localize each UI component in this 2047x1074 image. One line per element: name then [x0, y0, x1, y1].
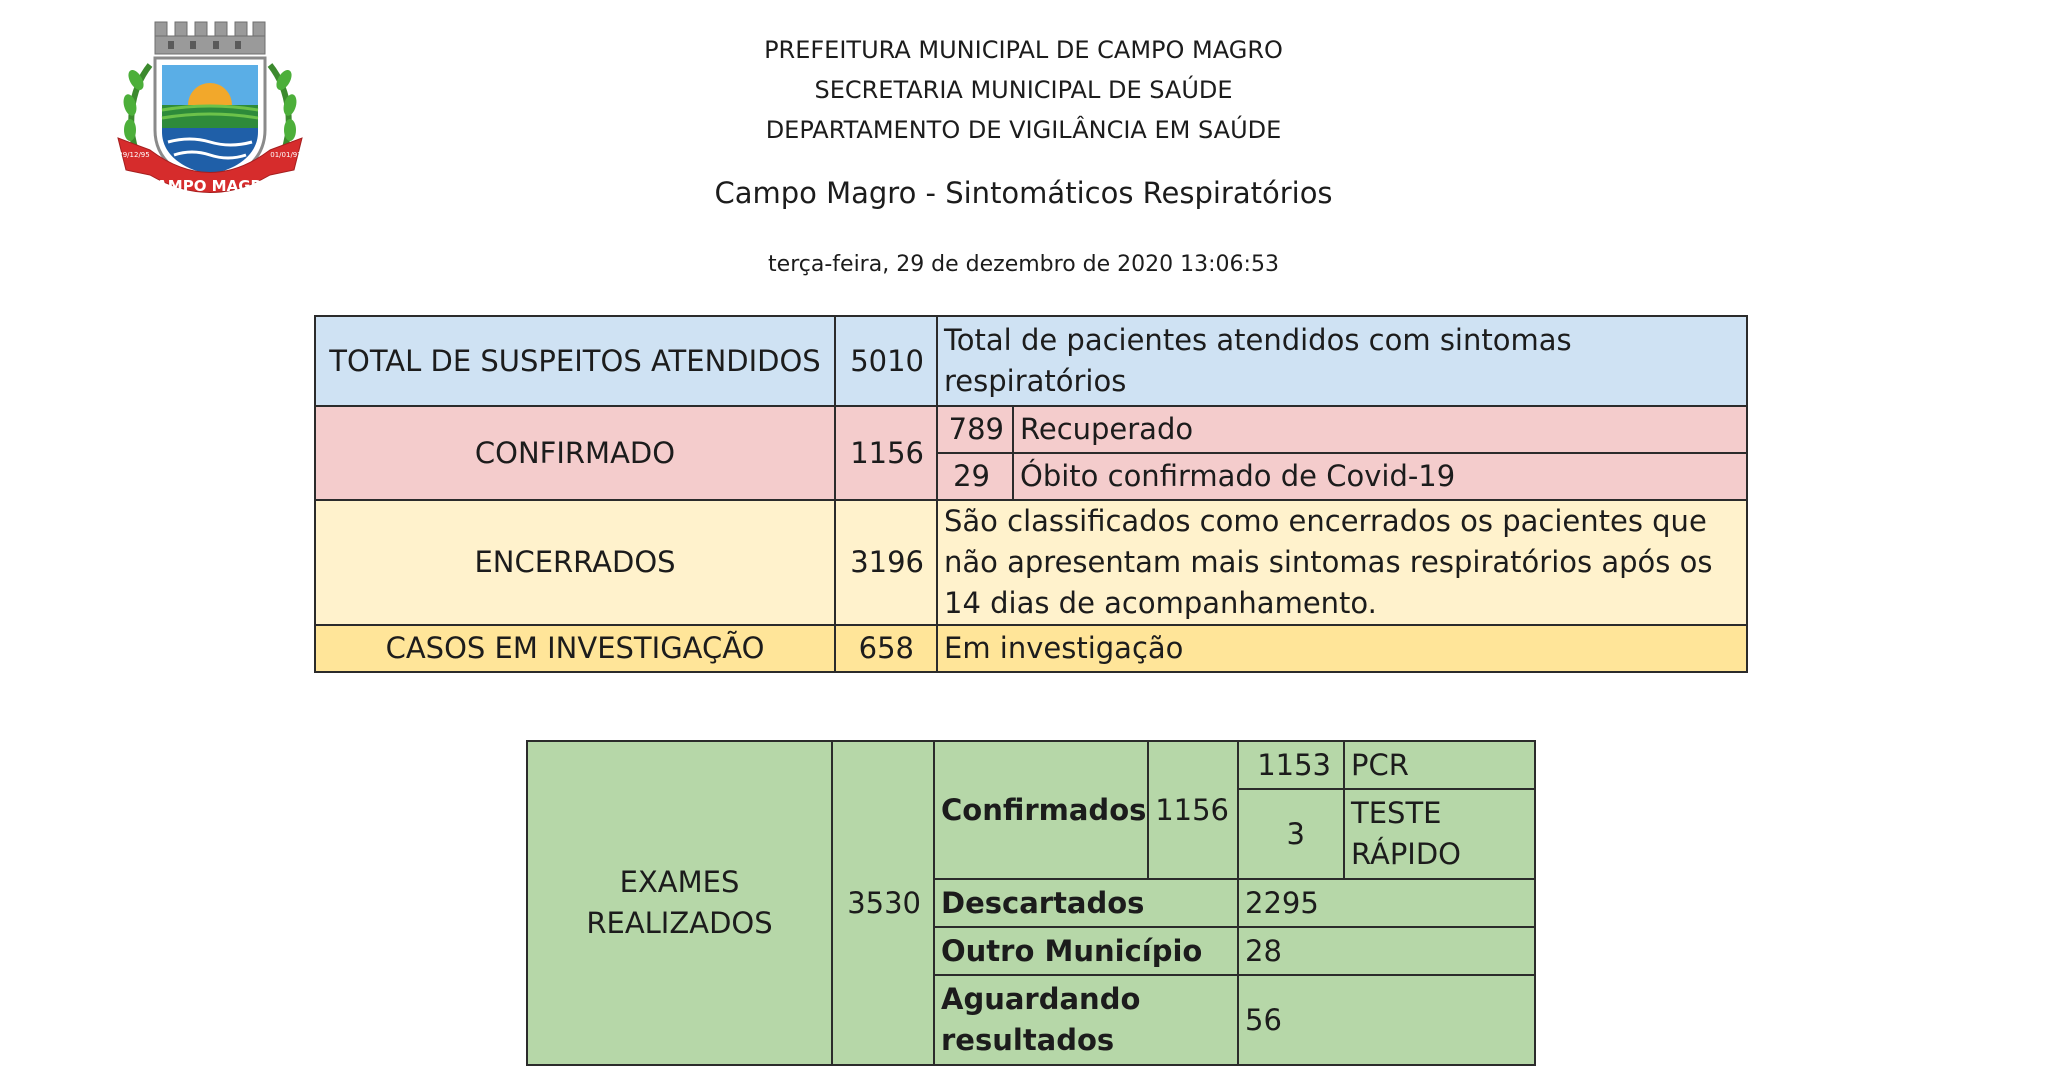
suspeitos-desc: Total de pacientes atendidos com sintomas respiratórios	[937, 316, 1747, 406]
exams-table	[526, 740, 1536, 1066]
row-pcr	[527, 741, 1535, 789]
encerrados-value: 3196	[835, 500, 937, 625]
pcr-label: PCR	[1344, 741, 1535, 789]
svg-text:CAMPO MAGRO: CAMPO MAGRO	[145, 177, 275, 195]
page-title: Campo Magro - Sintomáticos Respiratórios	[714, 176, 1333, 210]
row-encerrados	[315, 500, 1747, 625]
row-suspeitos	[315, 316, 1747, 406]
aguardando-label: Aguardando resultados	[934, 975, 1238, 1065]
encerrados-desc: São classificados como encerrados os pacientes que não apresentam mais sintomas respiratórios após os 14 dias de acompanhamento.	[937, 500, 1747, 625]
encerrados-label: ENCERRADOS	[315, 500, 835, 625]
header-line-departamento: DEPARTAMENTO DE VIGILÂNCIA EM SAÚDE	[765, 116, 1282, 144]
confirmado-value: 1156	[835, 406, 937, 500]
descartados-value: 2295	[1238, 879, 1535, 927]
outro-municipio-label: Outro Município	[934, 927, 1238, 975]
investigacao-label: CASOS EM INVESTIGAÇÃO	[315, 625, 835, 672]
exams-label: EXAMES REALIZADOS	[527, 741, 832, 1065]
row-investigacao	[315, 625, 1747, 672]
investigacao-value: 658	[835, 625, 937, 672]
summary-table	[314, 315, 1748, 673]
aguardando-value: 56	[1238, 975, 1535, 1065]
obito-value: 29	[937, 453, 1013, 500]
header-line-secretaria: SECRETARIA MUNICIPAL DE SAÚDE	[814, 76, 1233, 104]
exams-confirmados-value: 1156	[1148, 741, 1238, 879]
descartados-label: Descartados	[934, 879, 1238, 927]
svg-text:01/01/97: 01/01/97	[270, 151, 302, 159]
exams-confirmados-label: Confirmados	[934, 741, 1148, 879]
header-institution	[0, 30, 2047, 150]
suspeitos-label: TOTAL DE SUSPEITOS ATENDIDOS	[315, 316, 835, 406]
report-datetime: terça-feira, 29 de dezembro de 2020 13:06:53	[768, 252, 1279, 277]
confirmado-label: CONFIRMADO	[315, 406, 835, 500]
suspeitos-value: 5010	[835, 316, 937, 406]
teste-rapido-label: TESTE RÁPIDO	[1344, 789, 1535, 879]
exams-value: 3530	[832, 741, 934, 1065]
pcr-value: 1153	[1238, 741, 1344, 789]
header-line-prefeitura: PREFEITURA MUNICIPAL DE CAMPO MAGRO	[764, 36, 1283, 64]
obito-label: Óbito confirmado de Covid-19	[1013, 453, 1747, 500]
teste-rapido-value: 3	[1238, 789, 1344, 879]
svg-text:29/12/95: 29/12/95	[118, 151, 150, 159]
investigacao-desc: Em investigação	[937, 625, 1747, 672]
recuperado-label: Recuperado	[1013, 406, 1747, 453]
row-confirmado	[315, 406, 1747, 453]
outro-municipio-value: 28	[1238, 927, 1535, 975]
recuperado-value: 789	[937, 406, 1013, 453]
